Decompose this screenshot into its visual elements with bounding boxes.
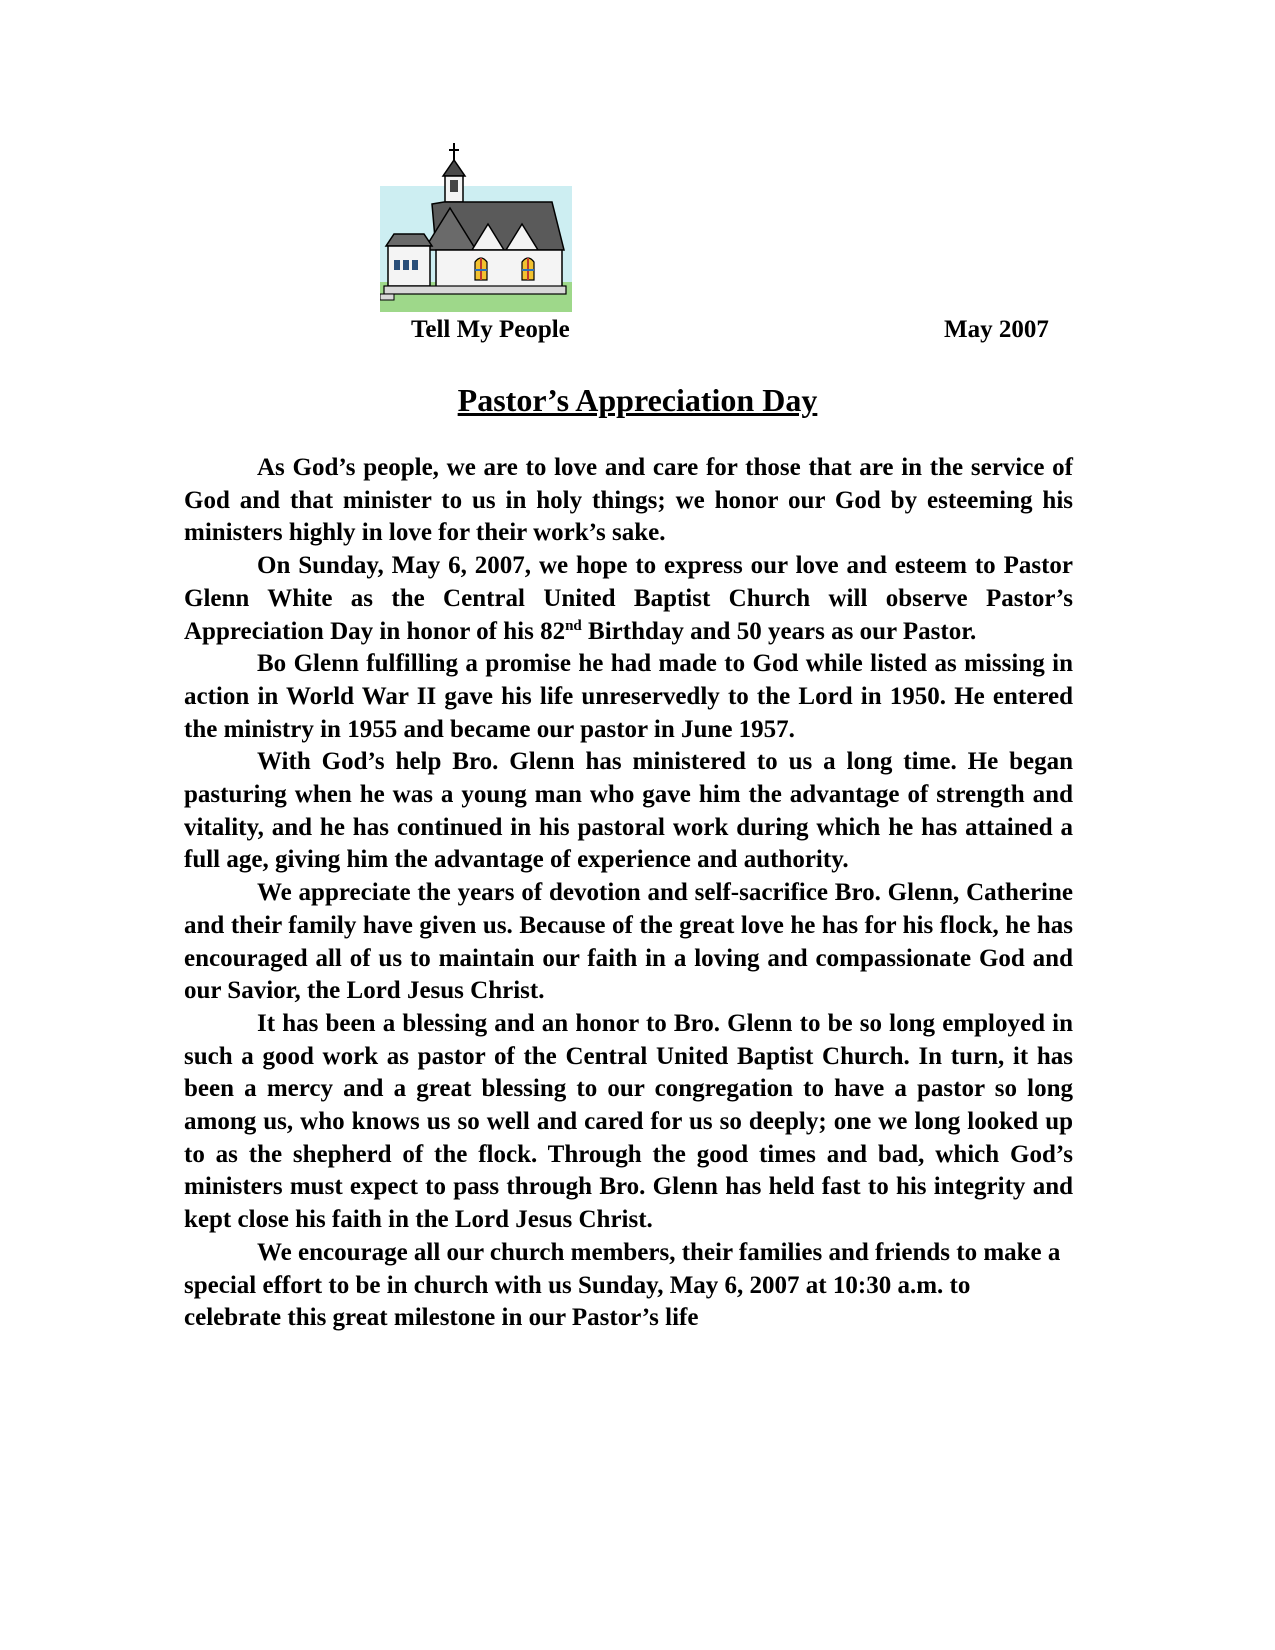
paragraph: Bo Glenn fulfilling a promise he had made to God while listed as missing in action in World War II gave his life unreservedly to the Lord in 1950. He entered the ministry in 1955 and became our pastor in June 1957. — [184, 650, 1073, 743]
paragraph: As God’s people, we are to love and care for those that are in the service of God and that minister to us in holy things; we honor our God by esteeming his ministers highly in love for their work’s sake. — [184, 454, 1073, 547]
paragraph — [184, 550, 1073, 648]
paragraph: We encourage all our church members, their families and friends to make a special effort to be in church with us Sunday, May 6, 2007 at 10:30 a.m. to celebrate this great milestone in our Pastor’s life — [184, 1238, 1061, 1332]
page-title: Pastor’s Appreciation Day — [457, 382, 818, 418]
article-body — [184, 452, 1073, 1335]
newsletter-date: May 2007 — [944, 316, 1049, 343]
church-clipart-icon — [380, 140, 572, 312]
paragraph-text: On Sunday, May 6, 2007, we hope to express our love and esteem to Pastor Glenn White as the Central United Baptist Church will observe Pastor’s Appreciation Day in honor of his 82 — [184, 552, 1073, 645]
newsletter-name: Tell My People — [411, 316, 570, 343]
paragraph: We appreciate the years of devotion and self-sacrifice Bro. Glenn, Catherine and their family have given us. Because of the great love he has for his flock, he has encouraged all of us to maintain our faith in a loving and compassionate God and our Savior, the Lord Jesus Christ. — [184, 879, 1073, 1005]
paragraph: With God’s help Bro. Glenn has ministered to us a long time. He began pasturing when he was a young man who gave him the advantage of strength and vitality, and he has continued in his pastoral work during which he has attained a full age, giving him the advantage of experience and authority. — [184, 748, 1073, 874]
paragraph-text: Birthday and 50 years as our Pastor. — [581, 617, 977, 645]
ordinal-suffix: nd — [565, 617, 582, 634]
paragraph: It has been a blessing and an honor to Bro. Glenn to be so long employed in such a good work as pastor of the Central United Baptist Church. In turn, it has been a mercy and a great blessing to our congregation to have a pastor so long among us, who knows us so well and cared for us so deeply; one we long looked up to as the shepherd of the flock. Through the good times and bad, which God’s ministers must expect to pass through Bro. Glenn has held fast to his integrity and kept close his faith in the Lord Jesus Christ. — [184, 1009, 1073, 1234]
